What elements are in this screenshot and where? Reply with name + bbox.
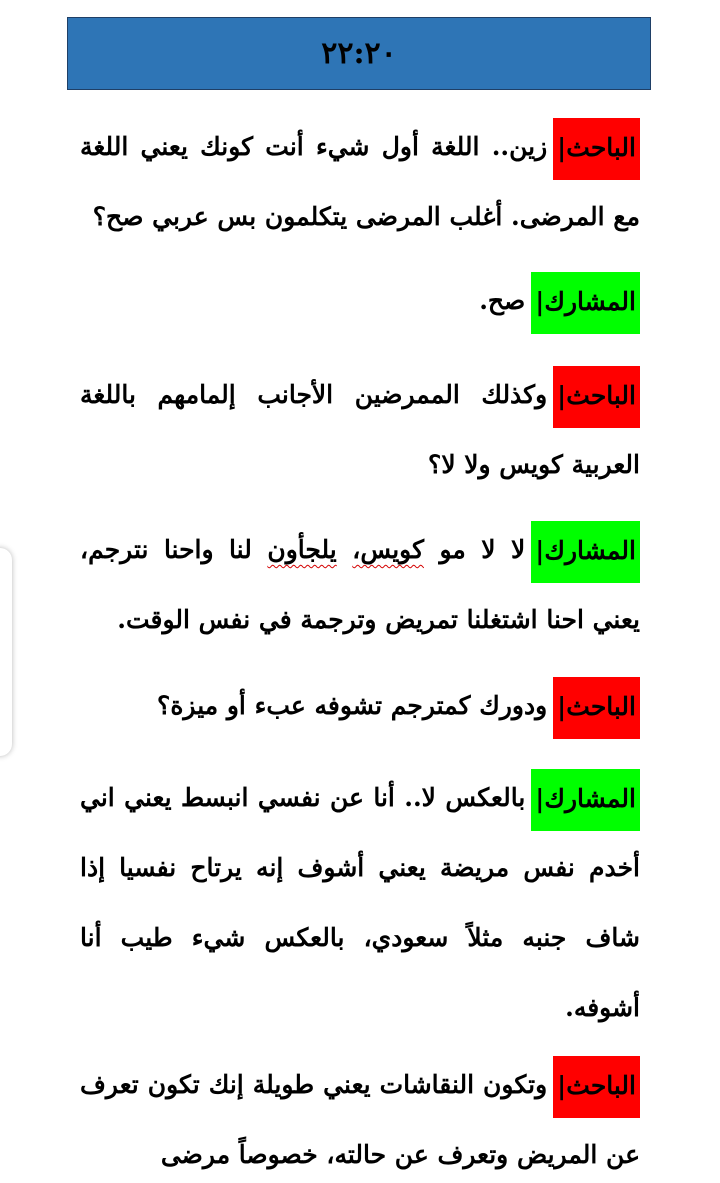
turn-text: بالعكس لا.. أنا عن نفسي انبسط يعني اني أخدم نفس مريضة يعني أشوف إنه يرتاح نفسيا إذا شاف جنبه مثلاً سعودي، بالعكس شيء طيب أنا أشوفه. bbox=[80, 783, 640, 1022]
transcript-turn bbox=[80, 112, 640, 252]
turn-text: وكذلك الممرضين الأجانب إلمامهم باللغة العربية كويس ولا لا؟ bbox=[80, 380, 640, 479]
transcript-turn bbox=[80, 515, 640, 655]
transcript-turn bbox=[80, 266, 640, 336]
speaker-label-participant: المشارك| bbox=[531, 521, 640, 583]
speaker-label-researcher: الباحث| bbox=[553, 1056, 640, 1118]
transcript-turn bbox=[80, 1050, 640, 1183]
timestamp-text: ٢٢:٢٠ bbox=[321, 36, 397, 71]
transcript-turn bbox=[80, 360, 640, 500]
turn-text: لنا واحنا نترجم، يعني احنا اشتغلنا تمريض وترجمة في نفس الوقت. bbox=[80, 535, 640, 634]
speaker-label-participant: المشارك| bbox=[531, 272, 640, 334]
spellcheck-word[interactable]: كويس، bbox=[352, 535, 424, 564]
timestamp-header bbox=[67, 17, 651, 90]
side-pull-tab[interactable] bbox=[0, 548, 12, 756]
turn-text: لا لا مو bbox=[439, 535, 526, 564]
transcript-turn bbox=[80, 763, 640, 1043]
speaker-label-researcher: الباحث| bbox=[553, 366, 640, 428]
speaker-label-participant: المشارك| bbox=[531, 769, 640, 831]
transcript-turn bbox=[80, 671, 640, 741]
turn-text: صح. bbox=[479, 286, 526, 315]
speaker-label-researcher: الباحث| bbox=[553, 677, 640, 739]
speaker-label-researcher: الباحث| bbox=[553, 118, 640, 180]
turn-text: زين.. اللغة أول شيء أنت كونك يعني اللغة مع المرضى. أغلب المرضى يتكلمون بس عربي صح؟ bbox=[80, 132, 640, 231]
spellcheck-word[interactable]: يلجأون bbox=[267, 535, 337, 564]
turn-text: ودورك كمترجم تشوفه عبء أو ميزة؟ bbox=[157, 691, 548, 720]
turn-text: وتكون النقاشات يعني طويلة إنك تكون تعرف عن المريض وتعرف عن حالته، خصوصاً مرضى bbox=[80, 1070, 640, 1169]
